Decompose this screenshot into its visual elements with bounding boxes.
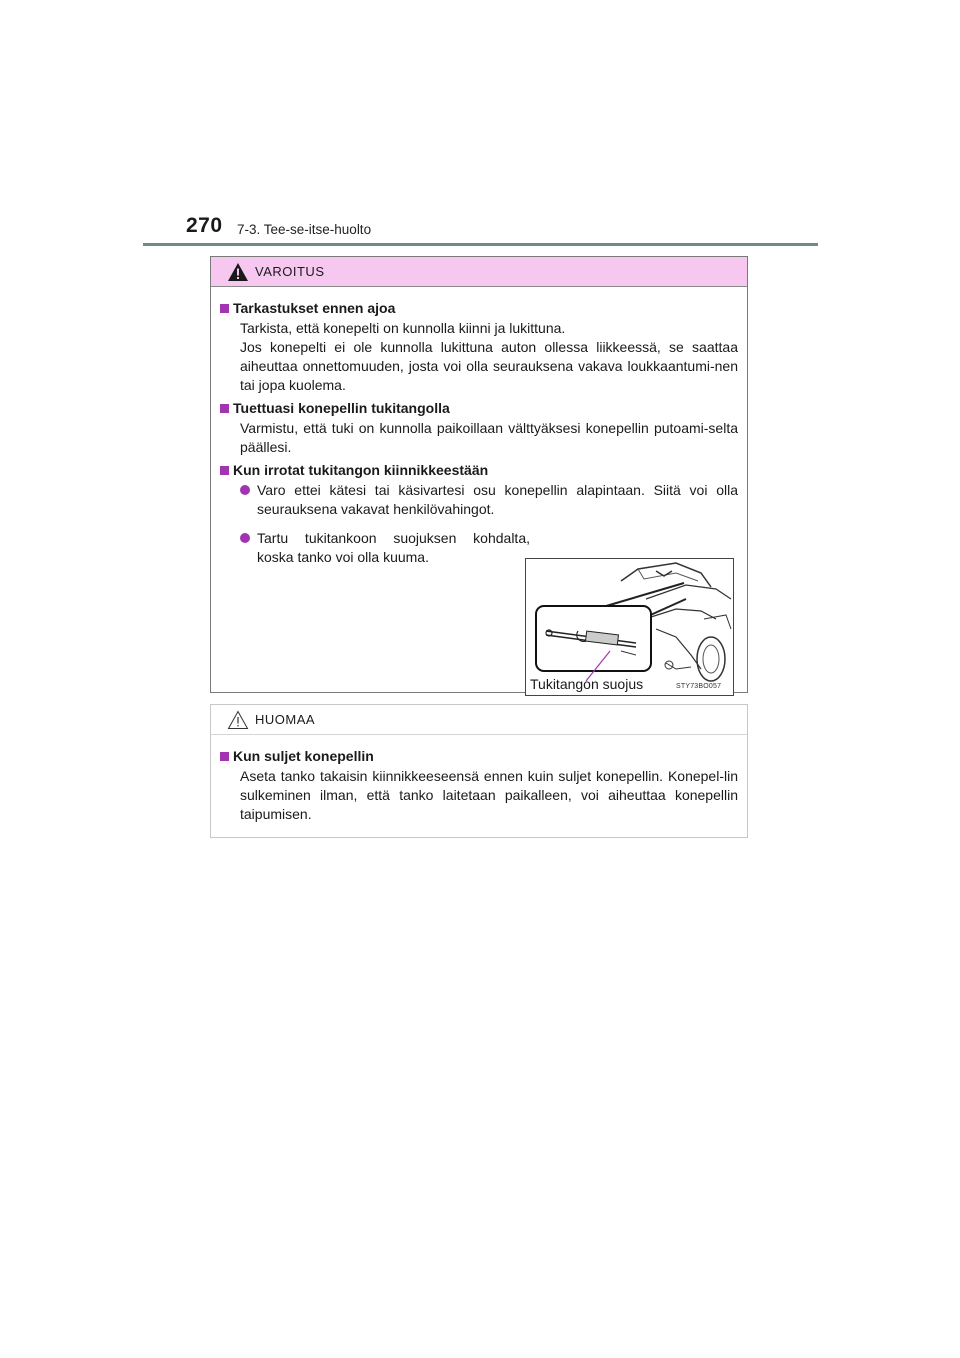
warning-box xyxy=(210,256,748,693)
paragraph: Aseta tanko takaisin kiinnikkeeseensä ennen kuin suljet konepellin. Konepel-lin sulkeminen ilman, että tanko laitetaan paikalleen, voi aiheuttaa konepellin taipumisen. xyxy=(240,768,738,822)
warning-item xyxy=(220,461,738,567)
notice-item xyxy=(220,747,738,824)
list-item: Varo ettei kätesi tai käsivartesi osu konepellin alapintaan. Siitä voi olla seurauksena vakavat henkilövahingot. xyxy=(220,481,738,519)
item-title: Tuettuasi konepellin tukitangolla xyxy=(233,400,450,416)
square-bullet-icon xyxy=(220,466,229,475)
illustration-caption: Tukitangon suojus xyxy=(530,676,644,692)
warning-item xyxy=(220,399,738,457)
warning-label: VAROITUS xyxy=(255,264,325,279)
list-item: Tartu tukitankoon suojuksen kohdalta, koska tanko voi olla kuuma. xyxy=(220,529,530,567)
item-title: Kun suljet konepellin xyxy=(233,748,374,764)
notice-box xyxy=(210,704,748,838)
paragraph: Jos konepelti ei ole kunnolla lukittuna auton ollessa liikkeessä, se saattaa aiheuttaa onnettomuuden, josta voi olla seurauksena vakava loukkaantumi-nen tai jopa kuolema. xyxy=(240,339,738,393)
car-hood-drawing xyxy=(526,559,733,695)
square-bullet-icon xyxy=(220,404,229,413)
header-rule xyxy=(143,243,818,246)
square-bullet-icon xyxy=(220,304,229,313)
notice-label: HUOMAA xyxy=(255,712,316,727)
warning-triangle-icon xyxy=(227,262,249,282)
section-title: 7-3. Tee-se-itse-huolto xyxy=(237,222,372,237)
hood-support-illustration xyxy=(525,558,734,696)
notice-triangle-icon xyxy=(227,710,249,730)
item-title: Tarkastukset ennen ajoa xyxy=(233,300,396,316)
warning-header xyxy=(211,257,747,287)
warning-item xyxy=(220,299,738,395)
notice-header xyxy=(211,705,747,735)
paragraph: Tarkista, että konepelti on kunnolla kiinni ja lukittuna. xyxy=(240,320,566,336)
round-bullet-icon xyxy=(240,533,250,543)
paragraph: Varmistu, että tuki on kunnolla paikoillaan välttyäksesi konepellin putoami-selta päällesi. xyxy=(240,420,738,455)
page-number: 270 xyxy=(186,214,223,237)
illustration-code: STY73BO057 xyxy=(676,683,722,690)
item-title: Kun irrotat tukitangon kiinnikkeestään xyxy=(233,462,489,478)
square-bullet-icon xyxy=(220,752,229,761)
round-bullet-icon xyxy=(240,485,250,495)
